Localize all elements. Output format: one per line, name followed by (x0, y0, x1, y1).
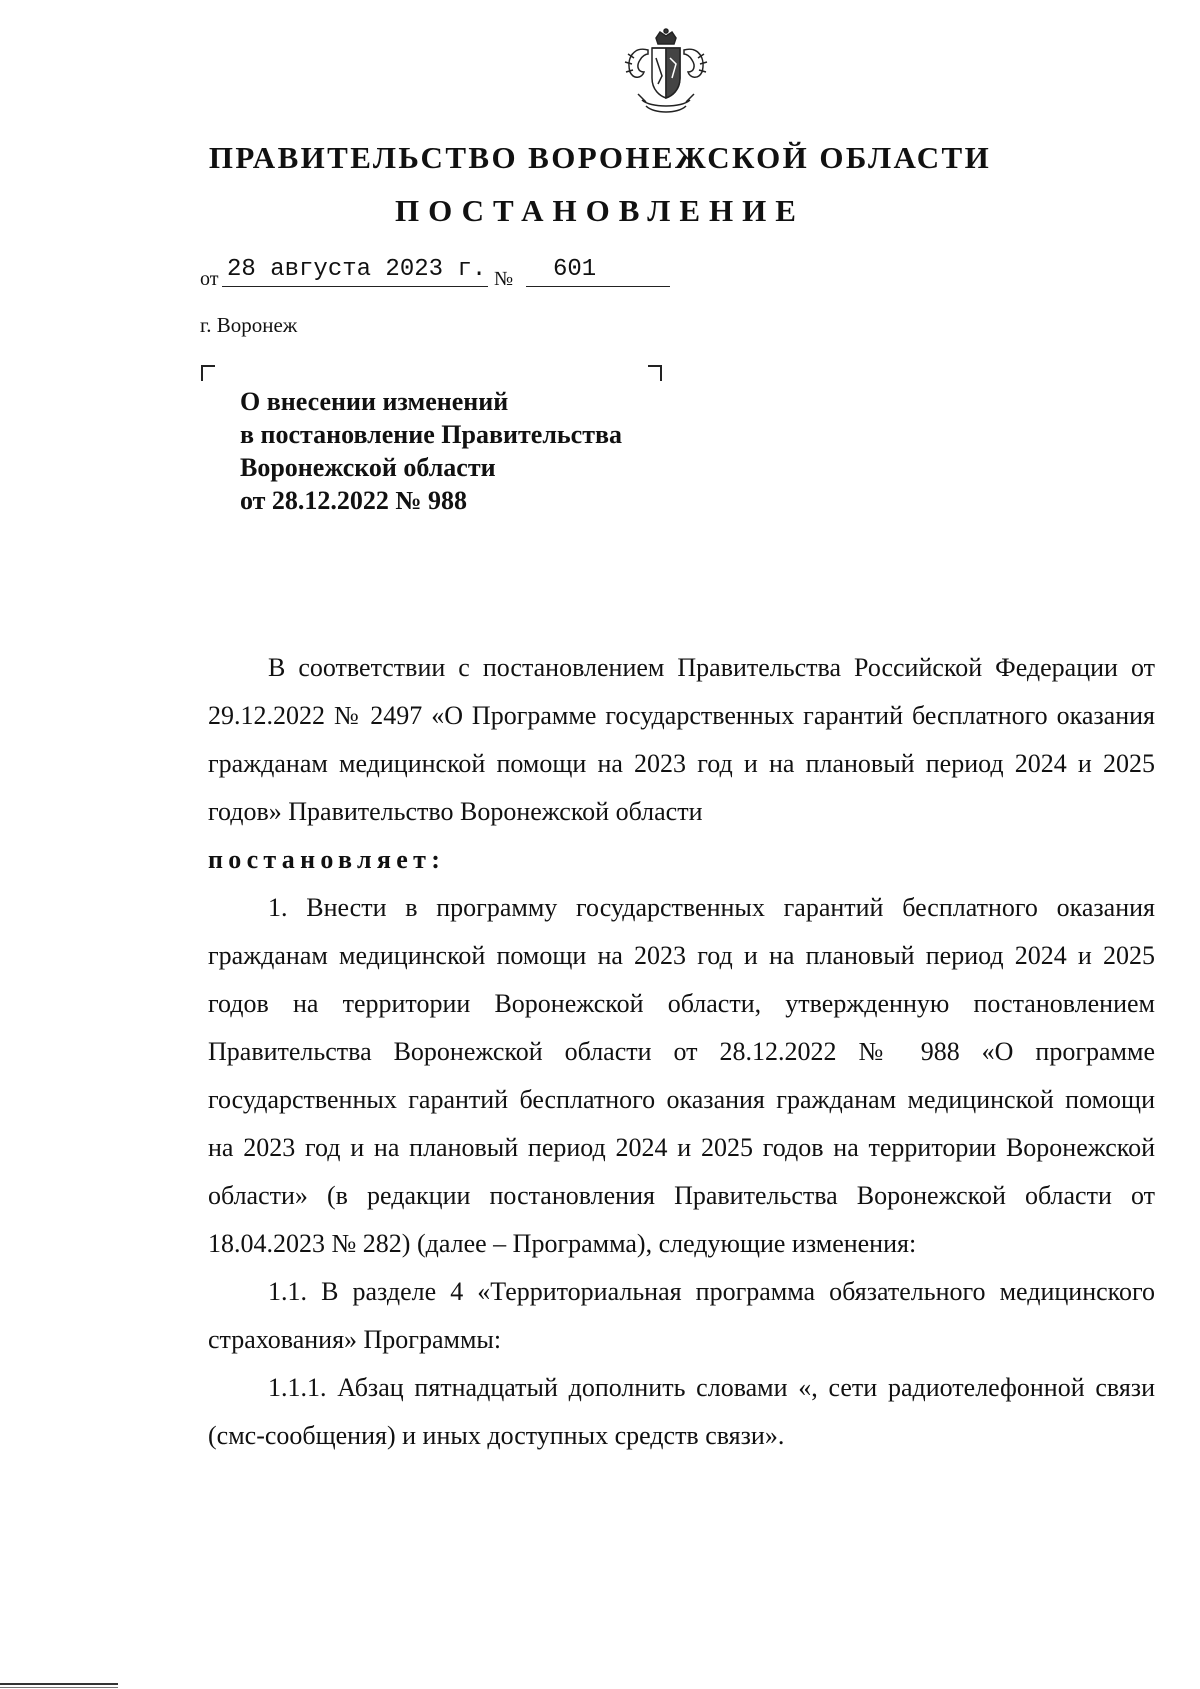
number-prefix: № (494, 268, 514, 290)
paragraph-item-1: 1. Внести в программу государственных гарантий бесплатного оказания гражданам медицинской помощи на 2023 год и на плановый период 2024 и 2025 годов на территории Воронежской области, утвержденную постановлением Правительства Воронежской области от 28.12.2022 № 988 «О программе государственных гарантий бесплатного оказания гражданам медицинской помощи на 2023 год и на плановый период 2024 и 2025 годов на территории Воронежской области» (в редакции постановления Правительства Воронежской области от 18.04.2023 № 282) (далее – Программа), следующие изменения: (208, 893, 1155, 1258)
document-number: 601 (553, 256, 597, 283)
subject-line: от 28.12.2022 № 988 (240, 486, 468, 515)
paragraph-item-1-1-1: 1.1.1. Абзац пятнадцатый дополнить словами «, сети радиотелефонной связи (смс-сообщения) и иных доступных средств связи». (208, 1373, 1155, 1450)
coat-of-arms-emblem (620, 28, 712, 120)
paragraph-item-1-1: 1.1. В разделе 4 «Территориальная программа обязательного медицинского страхования» Программы: (208, 1277, 1155, 1354)
government-name: ПРАВИТЕЛЬСТВО ВОРОНЕЖСКОЙ ОБЛАСТИ (208, 140, 992, 175)
footer-rule (0, 1683, 118, 1685)
subject-line: О внесении изменений (240, 387, 509, 416)
document-details (200, 256, 670, 292)
document-type: ПОСТАНОВЛЕНИЕ (395, 193, 805, 228)
subject-bracket-right (648, 365, 662, 381)
resolves-word: постановляет: (208, 845, 446, 874)
preamble-paragraph: В соответствии с постановлением Правительства Российской Федерации от 29.12.2022 № 2497 «О Программе государственных гарантий бесплатного оказания гражданам медицинской помощи на 2023 год и на плановый период 2024 и 2025 годов» Правительство Воронежской области (208, 653, 1155, 826)
subject-line: Воронежской области (240, 453, 496, 482)
date-prefix: от (200, 268, 219, 290)
document-body (208, 644, 1155, 1460)
city: г. Воронеж (200, 313, 298, 337)
subject-bracket-left (201, 365, 215, 381)
date-underline (222, 286, 488, 287)
document-date: 28 августа 2023 г. (227, 256, 487, 283)
footer-rule-thin (0, 1687, 118, 1688)
resolution-line (208, 836, 1155, 884)
document-subject (240, 385, 622, 517)
subject-line: в постановление Правительства (240, 420, 623, 449)
number-underline (526, 286, 670, 287)
